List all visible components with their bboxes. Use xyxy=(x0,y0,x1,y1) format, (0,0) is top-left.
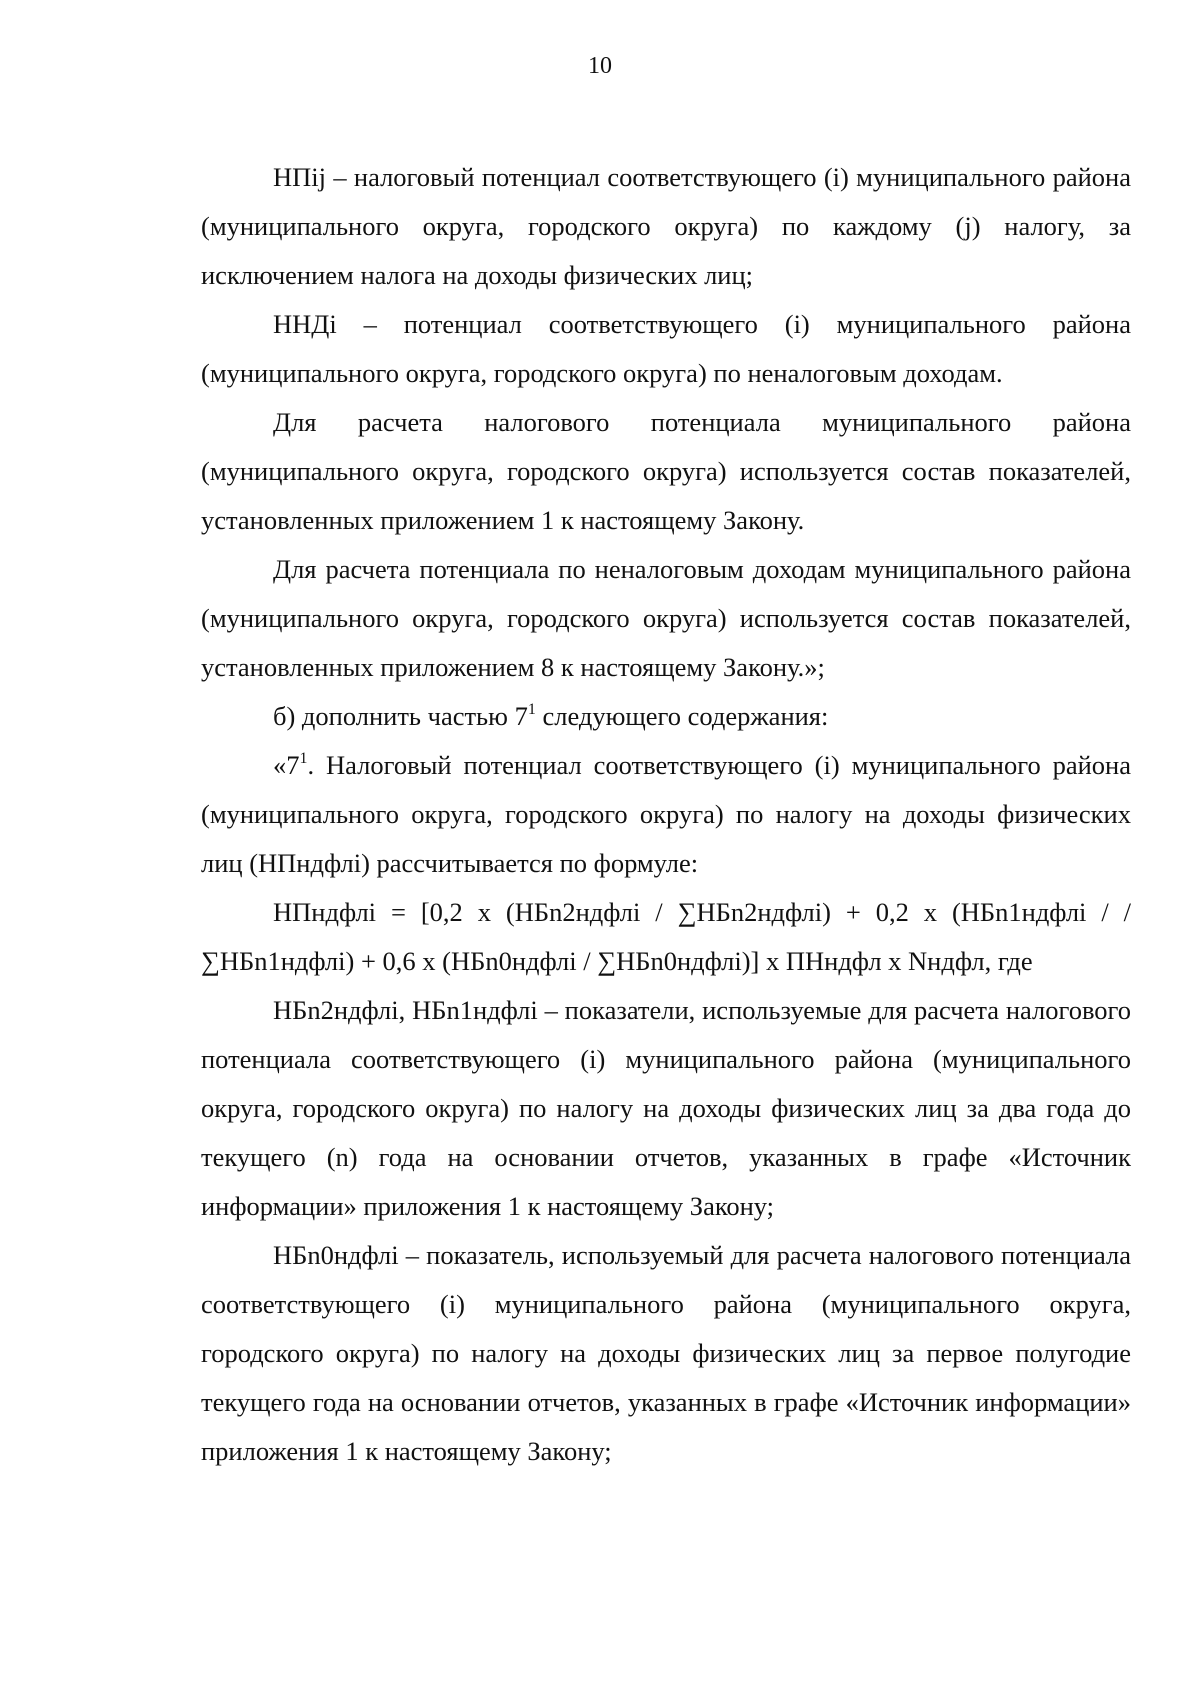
paragraph-npij-definition: НПij – налоговый потенциал соответствующего (i) муниципального района (муниципального округа, городского округа) по каждому (j) налогу, за исключением налога на доходы физических лиц; xyxy=(201,162,1131,290)
part-7-1-text: . Налоговый потенциал соответствующего (i) муниципального района (муниципального округа, городского округа) по налогу на доходы физических лиц (НПндфлi) рассчитывается по формуле: xyxy=(201,750,1131,878)
paragraph-nontax-potential-indicators: Для расчета потенциала по неналоговым доходам муниципального района (муниципального округа, городского округа) используется состав показателей, установленных приложением 8 к настоящему Закону.»; xyxy=(201,554,1131,682)
part-7-1-number: «7 xyxy=(273,750,300,780)
paragraph-part-7-1 xyxy=(201,741,1131,888)
paragraph-nndi-definition: ННДi – потенциал соответствующего (i) муниципального района (муниципального округа, городского округа) по неналоговым доходам. xyxy=(201,309,1131,388)
amendment-b-text: б) дополнить частью 7 xyxy=(273,701,528,731)
paragraph-nbn0-definition: НБn0ндфлi – показатель, используемый для расчета налогового потенциала соответствующего (i) муниципального района (муниципального округа, городского округа) по налогу на доходы физических лиц за первое полугодие текущего года на основании отчетов, указанных в графе «Источник информации» приложения 1 к настоящему Закону; xyxy=(201,1240,1131,1466)
amendment-b-text-end: следующего содержания: xyxy=(535,701,829,731)
document-body xyxy=(201,153,1131,1476)
paragraph-amendment-b xyxy=(201,692,1131,741)
paragraph-nbn2-nbn1-definition: НБn2ндфлi, НБn1ндфлi – показатели, используемые для расчета налогового потенциала соответствующего (i) муниципального района (муниципального округа, городского округа) по налогу на доходы физических лиц за два года до текущего (n) года на основании отчетов, указанных в графе «Источник информации» приложения 1 к настоящему Закону; xyxy=(201,995,1131,1221)
superscript-one: 1 xyxy=(527,701,536,718)
page-number: 10 xyxy=(588,53,612,79)
paragraph-tax-potential-indicators: Для расчета налогового потенциала муниципального района (муниципального округа, городского округа) используется состав показателей, установленных приложением 1 к настоящему Закону. xyxy=(201,407,1131,535)
superscript-one: 1 xyxy=(299,750,308,767)
paragraph-formula: НПндфлi = [0,2 x (НБn2ндфлi / ∑НБn2ндфлi) + 0,2 x (НБn1ндфлi / / ∑НБn1ндфлi) + 0,6 x (НБn0ндфлi / ∑НБn0ндфлi)] x ПНндфл x Nндфл, где xyxy=(201,897,1131,976)
